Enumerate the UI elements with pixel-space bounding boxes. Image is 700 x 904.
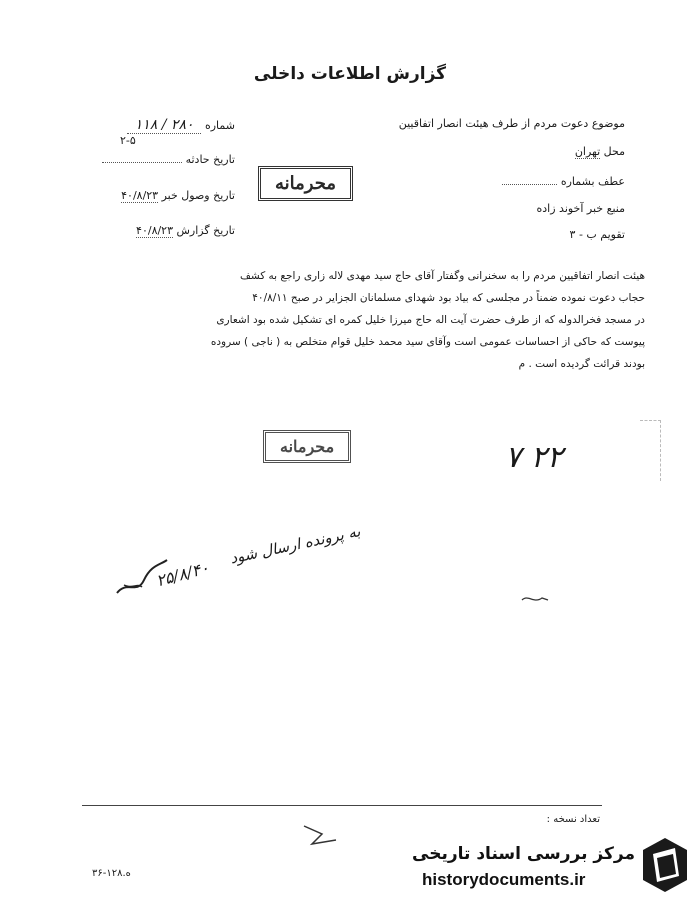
receipt-date-value: ۴۰/۸/۲۳ — [121, 189, 159, 202]
subject-field — [340, 117, 625, 130]
assessment-value: ب - ۳ — [569, 228, 597, 241]
number-sub: ۲-۵ — [120, 134, 136, 147]
incident-date-field — [90, 152, 235, 166]
subject-value: دعوت مردم از طرف هیئت انصار اتفاقیین — [398, 117, 589, 130]
body-line-4: پیوست که حاکی از احساسات عمومی است وآقای سید محمد خلیل قوام متخلص به ( ناجی ) سروده — [210, 336, 645, 348]
subject-label: موضوع — [591, 117, 625, 130]
source-field — [470, 202, 625, 215]
source-value: آخوند زاده — [536, 202, 584, 215]
assessment-field — [520, 228, 625, 241]
assessment-label: تقویم — [600, 228, 625, 241]
report-body — [40, 265, 645, 375]
watermark-url: historydocuments.ir — [422, 870, 586, 889]
small-ink-mark-icon — [520, 592, 550, 606]
number-label: شماره — [204, 119, 235, 132]
report-date-field — [78, 224, 235, 237]
handwritten-note-line1: به پرونده ارسال شود — [228, 522, 362, 568]
report-date-value: ۴۰/۸/۲۳ — [136, 224, 173, 237]
receipt-date-label: تاریخ وصول خبر — [161, 189, 235, 202]
reference-field — [490, 174, 625, 188]
number-value: ۲۸۰ / ۱۱۸ — [127, 117, 202, 134]
handwritten-note-date: ۲۵/۸/۴۰ — [154, 558, 211, 591]
location-value: تهران — [574, 145, 601, 158]
body-line-2: حجاب دعوت نموده ضمناً در مجلسی که بیاد بود شهدای مسلمانان الجزایر در صبح ۴۰/۸/۱۱ — [252, 292, 645, 304]
incident-date-dots — [102, 152, 182, 163]
body-line-3: در مسجد فخرالدوله که از طرف حضرت آیت اله حاج میرزا خلیل کمره ای تشکیل شده بود اشعاری — [216, 314, 645, 326]
handwritten-signature-icon — [112, 555, 172, 600]
confidential-stamp-middle: محرمانه — [263, 430, 351, 463]
report-date-label: تاریخ گزارش — [176, 224, 235, 237]
number-field — [95, 117, 235, 133]
location-label: محل — [603, 145, 625, 158]
incident-date-label: تاریخ حادثه — [185, 153, 235, 166]
faint-margin-mark — [640, 420, 661, 481]
receipt-date-field — [78, 189, 235, 202]
body-line-5: بودند قرائت گردیده است . م — [518, 358, 645, 370]
report-title: گزارش اطلاعات داخلی — [253, 64, 447, 84]
reference-label: عطف بشماره — [560, 175, 625, 188]
body-line-1: هیئت انصار اتفاقیین مردم را به سخنرانی وگفتار آقای حاج سید مهدی لاله زاری راجع به کشف — [239, 270, 645, 282]
handwritten-number: ۷ ۲۲ — [505, 440, 563, 475]
watermark-logo — [410, 830, 695, 898]
archive-emblem-icon — [639, 836, 691, 894]
confidential-stamp-top: محرمانه — [258, 166, 353, 201]
watermark-name: مرکز بررسی اسناد تاریخی — [412, 844, 635, 864]
location-field — [480, 145, 625, 158]
copies-label: تعداد نسخه : — [546, 814, 600, 825]
reference-dots — [502, 174, 557, 185]
form-code: ه.۱۲۸-۳۶ — [92, 868, 131, 879]
footer-divider — [82, 805, 602, 806]
footer-ink-mark-icon — [300, 820, 340, 850]
source-label: منبع خبر — [586, 202, 625, 215]
